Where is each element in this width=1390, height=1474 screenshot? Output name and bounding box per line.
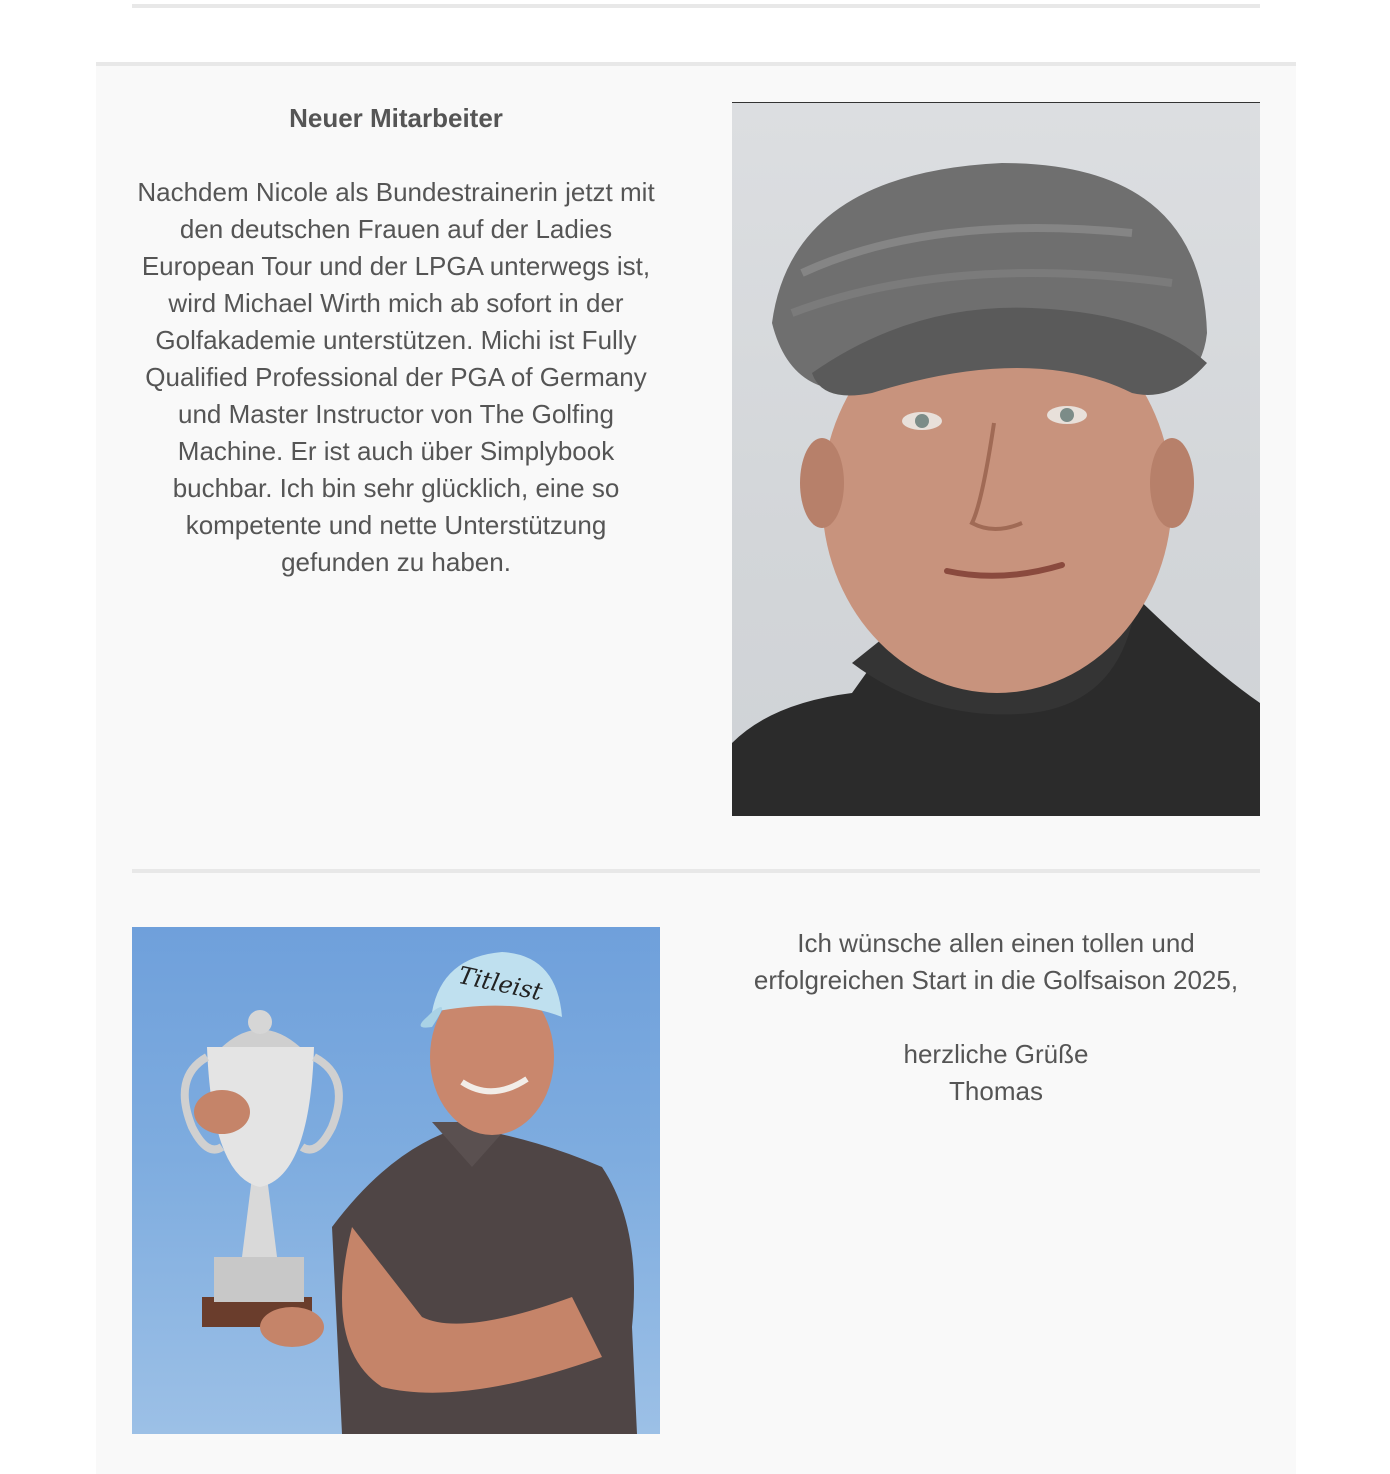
newsletter-section xyxy=(96,66,1296,1474)
closing-greeting: herzliche Grüße xyxy=(903,1039,1089,1069)
new-staff-body: Nachdem Nicole als Bundestrainerin jetzt mit den deutschen Frauen auf der Ladies European Tour und der LPGA unterwegs ist, wird Michael Wirth mich ab sofort in der Golfakademie unterstützen. Michi ist Fully Qualified Professional der PGA of Germany und Master Instructor von The Golfing Machine. Er ist auch über Simplybook buchbar. Ich bin sehr glücklich, eine so kompetente und nette Unterstützung gefunden zu haben. xyxy=(137,177,655,577)
svg-text:Titleist: Titleist xyxy=(455,961,545,1007)
spacer xyxy=(732,999,1260,1036)
portrait-illustration xyxy=(732,103,1260,816)
new-staff-heading: Neuer Mitarbeiter xyxy=(289,103,503,133)
trophy-illustration xyxy=(132,927,660,1434)
middle-divider xyxy=(132,869,1260,873)
new-staff-text-block xyxy=(132,100,660,581)
portrait-photo-icon xyxy=(732,102,1260,816)
closing-text-block xyxy=(732,925,1260,1110)
closing-signature: Thomas xyxy=(949,1076,1043,1106)
top-section xyxy=(96,0,1296,62)
trophy-photo-icon xyxy=(132,927,660,1434)
closing-wish: Ich wünsche allen einen tollen und erfolgreichen Start in die Golfsaison 2025, xyxy=(753,928,1239,995)
top-divider xyxy=(132,4,1260,8)
